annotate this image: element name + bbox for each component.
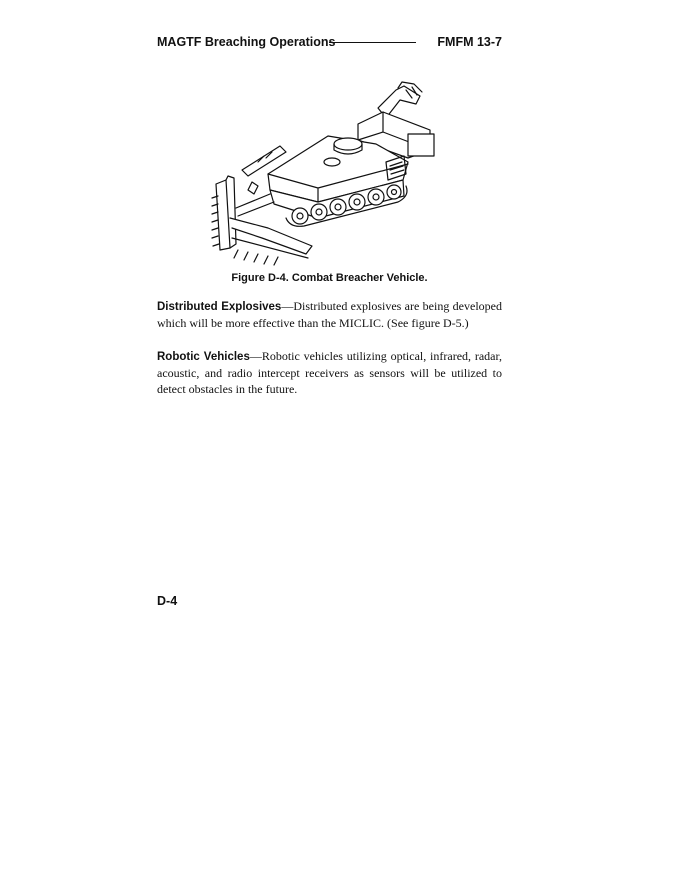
header-rule (329, 42, 416, 43)
paragraph-term: Robotic Vehicles (157, 351, 250, 363)
header-manual-number: FMFM 13-7 (437, 35, 502, 49)
paragraph-text: —Robotic vehicles utilizing optical, infrared, radar, acoustic, and radio intercept receivers as sensors will be utilized to detect obstacles in the future. (157, 349, 502, 396)
paragraph-robotic-vehicles (157, 348, 502, 397)
page-number: D-4 (157, 594, 178, 608)
paragraph-text: —Distributed explosives are being developed which will be more effective than the MICLIC. (See figure D-5.) (157, 299, 502, 330)
header-title: MAGTF Breaching Operations (157, 35, 336, 49)
running-header (157, 33, 502, 51)
figure-caption: Figure D-4. Combat Breacher Vehicle. (231, 272, 428, 284)
paragraph-distributed-explosives (157, 298, 502, 331)
paragraph-term: Distributed Explosives (157, 301, 282, 313)
combat-breacher-vehicle-illustration (208, 78, 448, 268)
